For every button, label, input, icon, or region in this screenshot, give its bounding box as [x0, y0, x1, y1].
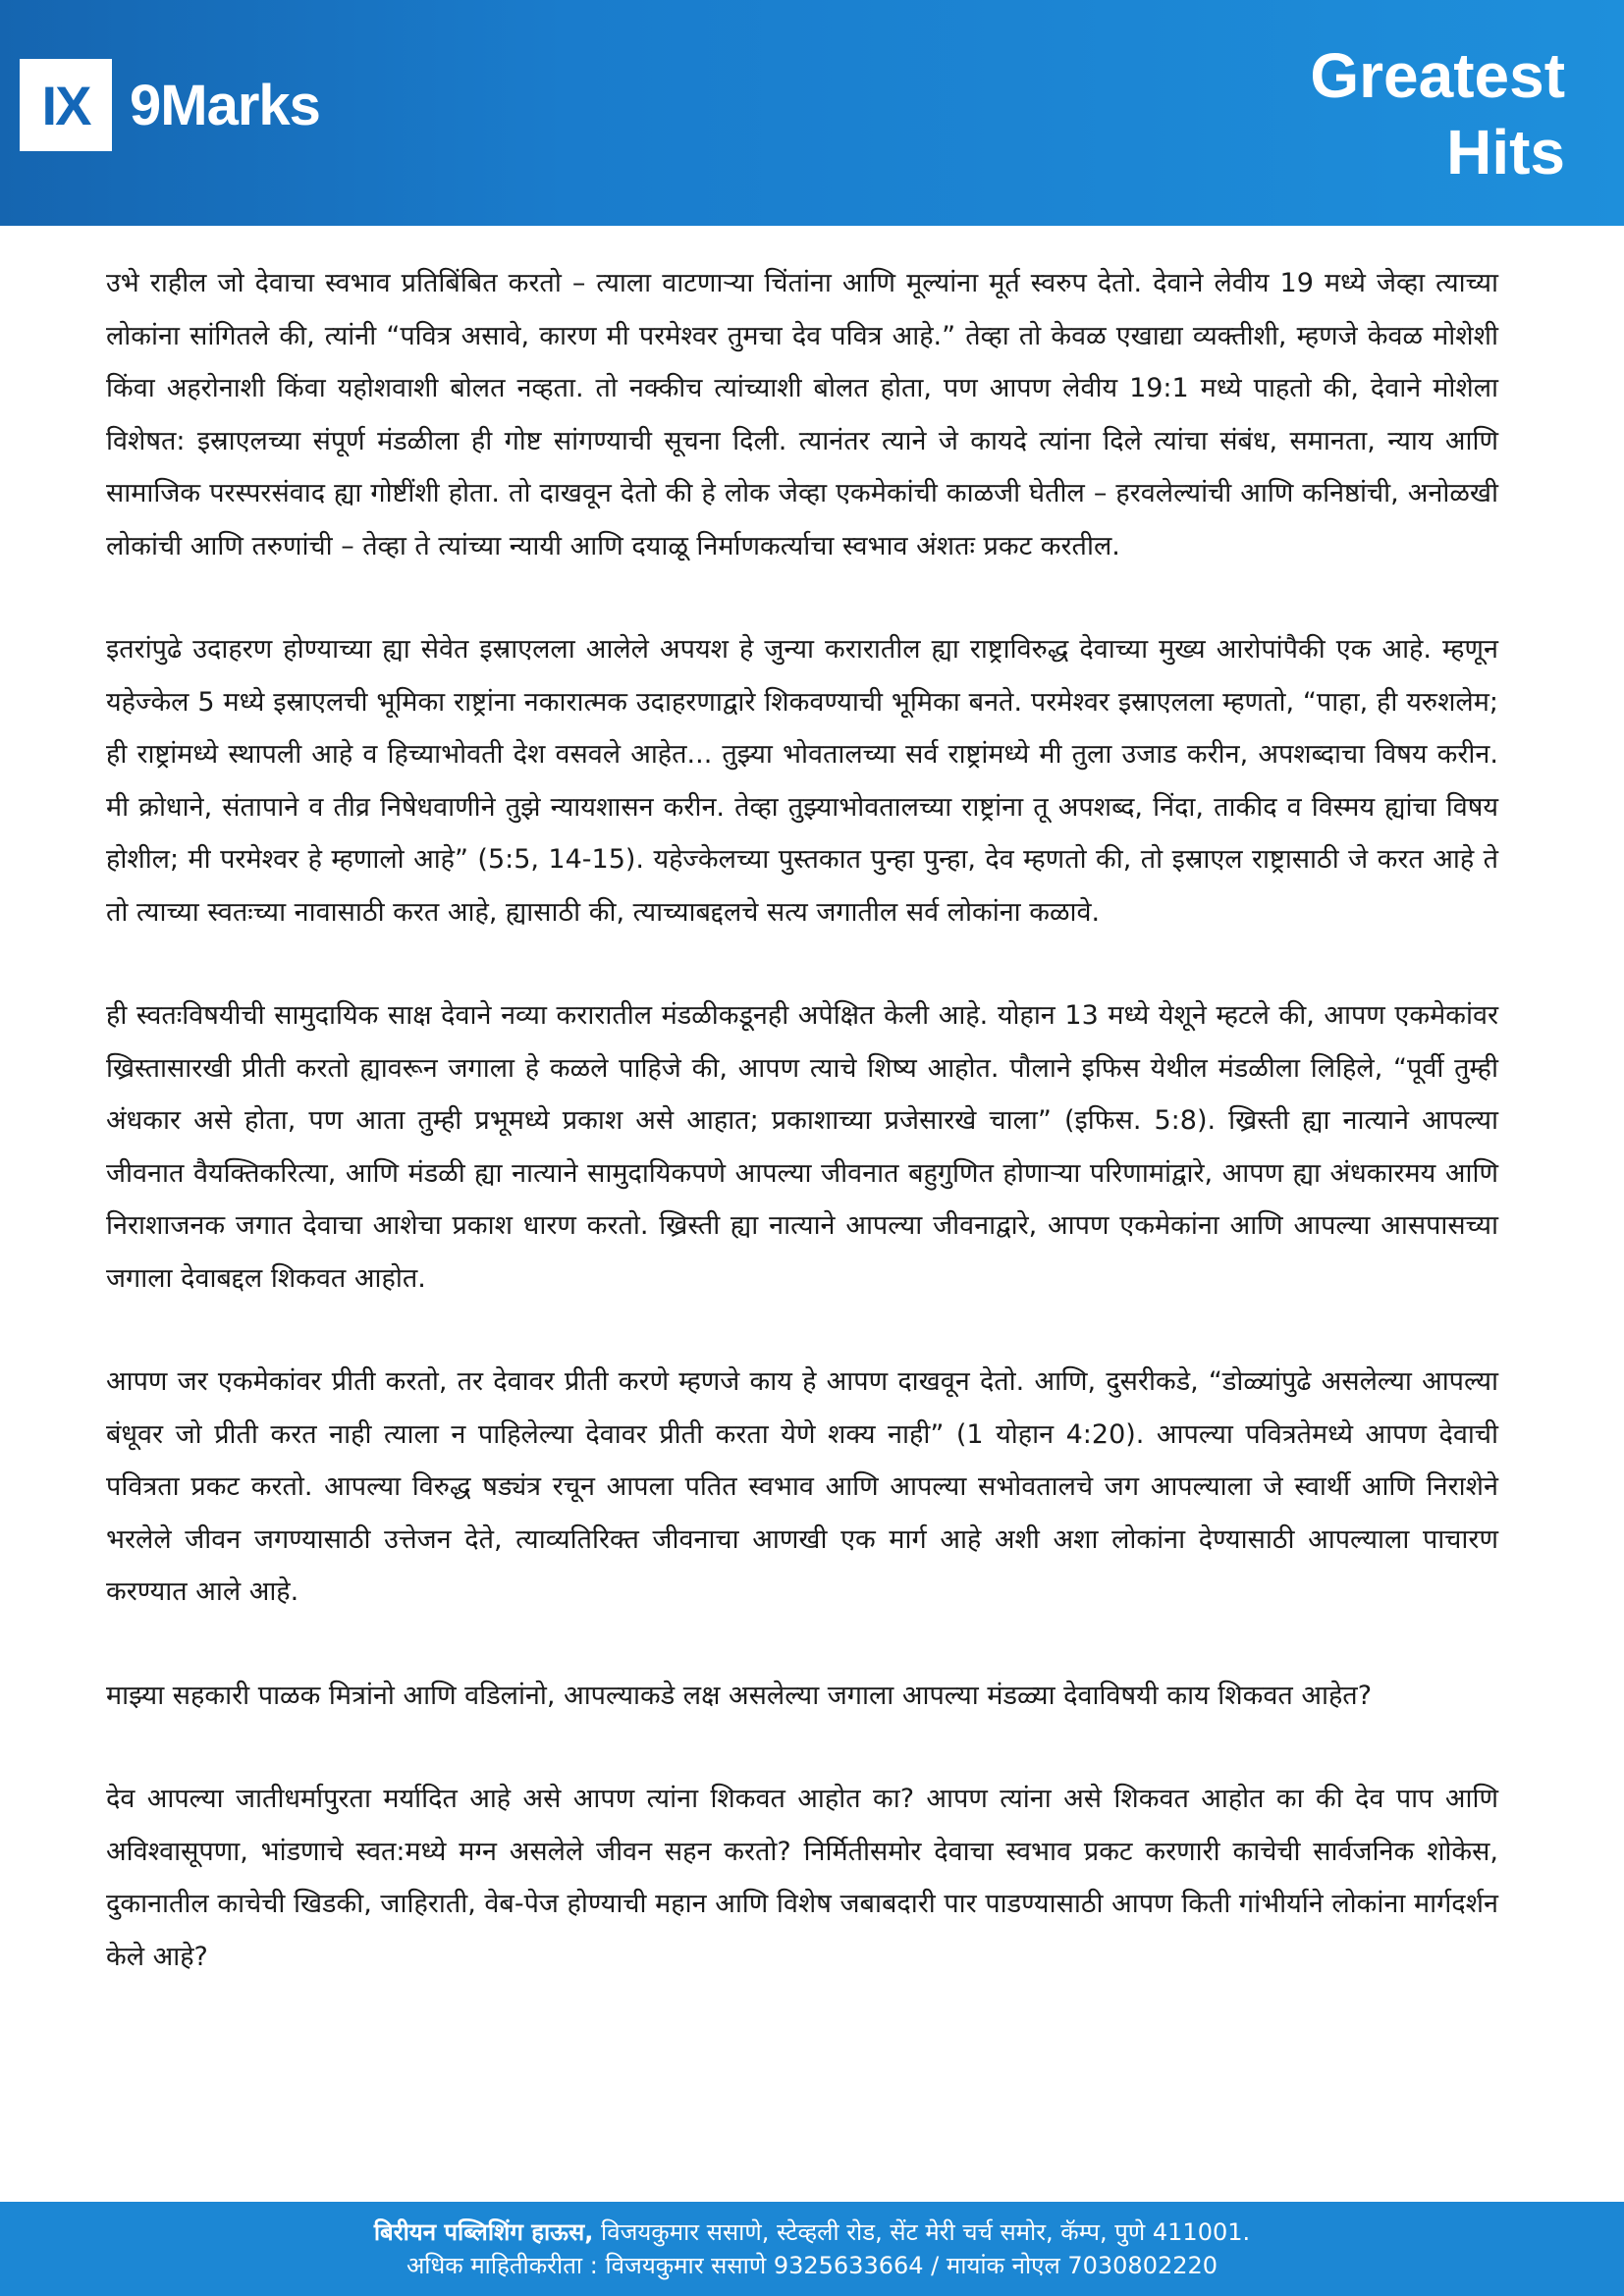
page-footer: [0, 2202, 1624, 2296]
series-title-line2: Hits: [1446, 117, 1565, 187]
logo-mark: IX: [20, 59, 112, 151]
paragraph-2: इतरांपुढे उदाहरण होण्याच्या ह्या सेवेत इस्राएलला आलेले अपयश हे जुन्या करारातील ह्या राष्ट्राविरुद्ध देवाच्या मुख्य आरोपांपैकी एक आहे. म्हणून यहेज्केल 5 मध्ये इस्राएलची भूमिका राष्ट्रांना नकारात्मक उदाहरणाद्वारे शिकवण्याची भूमिका बनते. परमेश्वर इस्राएलला म्हणतो, “पाहा, ही यरुशलेम; ही राष्ट्रांमध्ये स्थापली आहे व हिच्याभोवती देश वसवले आहेत... तुझ्या भोवतालच्या सर्व राष्ट्रांमध्ये मी तुला उजाड करीन, अपशब्दाचा विषय करीन. मी क्रोधाने, संतापाने व तीव्र निषेधवाणीने तुझे न्यायशासन करीन. तेव्हा तुझ्याभोवतालच्या राष्ट्रांना तू अपशब्द, निंदा, ताकीद व विस्मय ह्यांचा विषय होशील; मी परमेश्वर हे म्हणालो आहे” (5:5, 14-15). यहेज्केलच्या पुस्तकात पुन्हा पुन्हा, देव म्हणतो की, तो इस्राएल राष्ट्रासाठी जे करत आहे ते तो त्याच्या स्वतःच्या नावासाठी करत आहे, ह्यासाठी की, त्याच्याबद्दलचे सत्य जगातील सर्व लोकांना कळावे.: [106, 634, 1499, 928]
footer-address-line: [0, 2216, 1624, 2249]
series-title-line1: Greatest: [1310, 40, 1565, 111]
article-body: [106, 257, 1498, 2034]
footer-publisher: बिरीयन पब्लिशिंग हाऊस,: [373, 2218, 594, 2246]
paragraph-3: ही स्वतःविषयीची सामुदायिक साक्ष देवाने नव्या करारातील मंडळीकडूनही अपेक्षित केली आहे. योहान 13 मध्ये येशूने म्हटले की, आपण एकमेकांवर ख्रिस्तासारखी प्रीती करतो ह्यावरून जगाला हे कळले पाहिजे की, आपण त्याचे शिष्य आहोत. पौलाने इफिस येथील मंडळीला लिहिले, “पूर्वी तुम्ही अंधकार असे होता, पण आता तुम्ही प्रभूमध्ये प्रकाश असे आहात; प्रकाशाच्या प्रजेसारखे चाला” (इफिस. 5:8). ख्रिस्ती ह्या नात्याने आपल्या जीवनात वैयक्तिकरित्या, आणि मंडळी ह्या नात्याने सामुदायिकपणे आपल्या जीवनात बहुगुणित होणाऱ्या परिणामांद्वारे, आपण ह्या अंधकारमय आणि निराशाजनक जगात देवाचा आशेचा प्रकाश धारण करतो. ख्रिस्ती ह्या नात्याने आपल्या जीवनाद्वारे, आपण एकमेकांना आणि आपल्या आसपासच्या जगाला देवाबद्दल शिकवत आहोत.: [106, 1000, 1499, 1294]
footer-contact: अधिक माहितीकरीता : विजयकुमार ससाणे 9325633664 / मायांक नोएल 7030802220: [406, 2252, 1218, 2279]
paragraph-6: देव आपल्या जातीधर्मापुरता मर्यादित आहे असे आपण त्यांना शिकवत आहोत का? आपण त्यांना असे शिकवत आहोत का की देव पाप आणि अविश्वासूपणा, भांडणाचे स्वत:मध्ये मग्न असलेले जीवन सहन करतो? निर्मितीसमोर देवाचा स्वभाव प्रकट करणारी काचेची सार्वजनिक शोकेस, दुकानातील काचेची खिडकी, जाहिराती, वेब-पेज होण्याची महान आणि विशेष जबाबदारी पार पाडण्यासाठी आपण किती गांभीर्याने लोकांना मार्गदर्शन केले आहे?: [106, 1784, 1498, 1972]
paragraph-4: आपण जर एकमेकांवर प्रीती करतो, तर देवावर प्रीती करणे म्हणजे काय हे आपण दाखवून देतो. आणि, दुसरीकडे, “डोळ्यांपुढे असलेल्या आपल्या बंधूवर जो प्रीती करत नाही त्याला न पाहिलेल्या देवावर प्रीती करता येणे शक्य नाही” (1 योहान 4:20). आपल्या पवित्रतेमध्ये आपण देवाची पवित्रता प्रकट करतो. आपल्या विरुद्ध षड्यंत्र रचून आपला पतित स्वभाव आणि आपल्या सभोवतालचे जग आपल्याला जे स्वार्थी आणि निराशेने भरलेले जीवन जगण्यासाठी उत्तेजन देते, त्याव्यतिरिक्त जीवनाचा आणखी एक मार्ग आहे अशी अशा लोकांना देण्यासाठी आपल्याला पाचारण करण्यात आले आहे.: [106, 1366, 1498, 1607]
page-header: [0, 0, 1624, 226]
ninemarks-logo: [20, 59, 320, 151]
paragraph-1: उभे राहील जो देवाचा स्वभाव प्रतिबिंबित करतो – त्याला वाटणाऱ्या चिंतांना आणि मूल्यांना मूर्त स्वरुप देतो. देवाने लेवीय 19 मध्ये जेव्हा त्याच्या लोकांना सांगितले की, त्यांनी “पवित्र असावे, कारण मी परमेश्वर तुमचा देव पवित्र आहे.” तेव्हा तो केवळ एखाद्या व्यक्तीशी, म्हणजे केवळ मोशेशी किंवा अहरोनाशी किंवा यहोशवाशी बोलत नव्हता. तो नक्कीच त्यांच्याशी बोलत होता, पण आपण लेवीय 19:1 मध्ये पाहतो की, देवाने मोशेला विशेषत: इस्राएलच्या संपूर्ण मंडळीला ही गोष्ट सांगण्याची सूचना दिली. त्यानंतर त्याने जे कायदे त्यांना दिले त्यांचा संबंध, समानता, न्याय आणि सामाजिक परस्परसंवाद ह्या गोष्टींशी होता. तो दाखवून देतो की हे लोक जेव्हा एकमेकांची काळजी घेतील – हरवलेल्यांची आणि कनिष्ठांची, अनोळखी लोकांची आणि तरुणांची – तेव्हा ते त्यांच्या न्यायी आणि दयाळू निर्माणकर्त्याचा स्वभाव अंशतः प्रकट करतील.: [106, 268, 1498, 561]
footer-address: विजयकुमार ससाणे, स्टेव्हली रोड, सेंट मेरी चर्च समोर, कॅम्प, पुणे 411001.: [593, 2218, 1251, 2246]
series-title: [1310, 37, 1565, 190]
logo-name: 9Marks: [130, 73, 320, 137]
paragraph-5: माझ्या सहकारी पाळक मित्रांनो आणि वडिलांनो, आपल्याकडे लक्ष असलेल्या जगाला आपल्या मंडळ्या देवाविषयी काय शिकवत आहेत?: [106, 1680, 1373, 1711]
